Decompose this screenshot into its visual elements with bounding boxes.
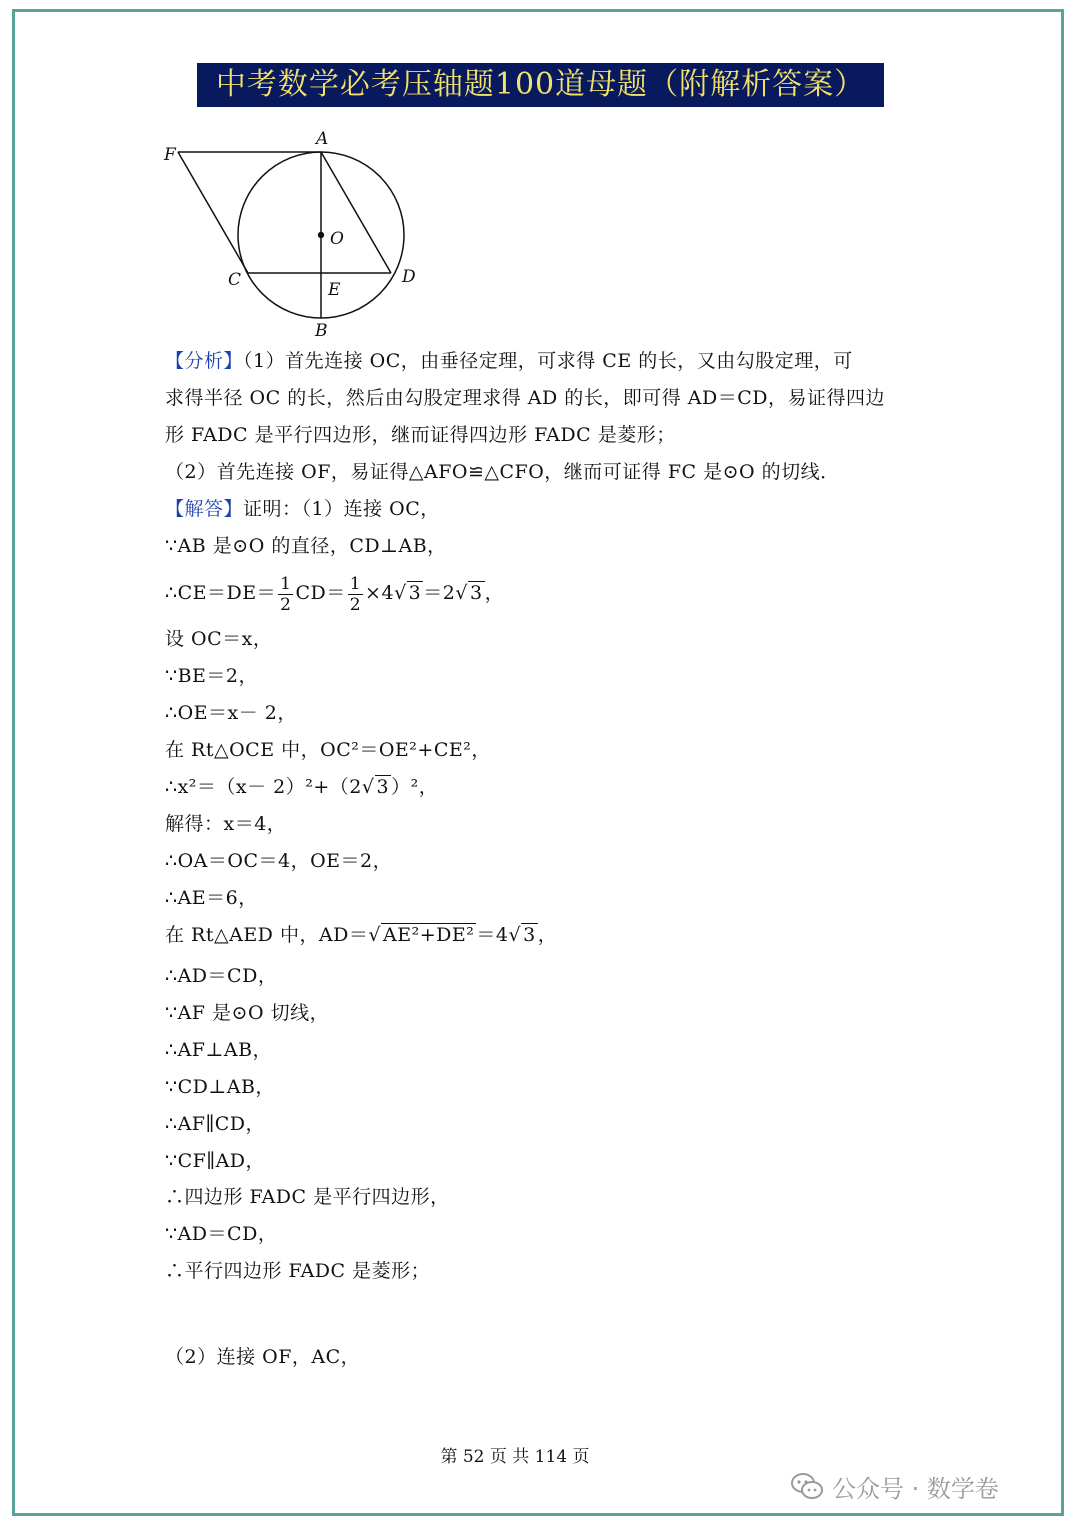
- solution-step-20: ∴平行四边形 FADC 是菱形；: [165, 1260, 431, 1282]
- step7-prefix: ∴x²＝（x－ 2）²+（2: [165, 776, 362, 798]
- analysis-tag: 【分析】: [165, 350, 244, 372]
- sqrt-3-a: √ 3: [394, 582, 422, 604]
- step2-eq: ＝2: [423, 582, 456, 604]
- solution-step-10: ∴AE＝6，: [165, 887, 258, 909]
- solution-intro: 证明：（1）连接 OC，: [243, 498, 440, 520]
- solution-step-15: ∵CD⊥AB，: [165, 1076, 275, 1098]
- step2-end: ，: [484, 582, 505, 604]
- sqrt-3-d: √ 3: [508, 924, 536, 946]
- solution-step-7: [165, 772, 438, 802]
- frac1-num: 1: [280, 573, 292, 594]
- solution-intro-line: [165, 494, 440, 524]
- solution-step-17: ∵CF∥AD，: [165, 1150, 266, 1172]
- solution-step-12: ∴AD＝CD，: [165, 965, 278, 987]
- step11-end: ，: [537, 924, 558, 946]
- step11-prefix: 在 Rt△AED 中，AD＝: [165, 924, 369, 946]
- sqrt-radicand-5: 3: [523, 924, 536, 946]
- analysis-line-3: 形 FADC 是平行四边形，继而证得四边形 FADC 是菱形；: [165, 424, 676, 446]
- circle-diagram: [150, 125, 440, 345]
- step2-mid: CD＝: [295, 582, 346, 604]
- solution-step-5: ∴OE＝x－ 2，: [165, 702, 297, 724]
- label-o: O: [330, 229, 344, 249]
- center-point-o: [318, 232, 324, 238]
- analysis-line-4: （2）首先连接 OF，易证得△AFO≌△CFO，继而可证得 FC 是⊙O 的切线．: [165, 461, 840, 483]
- label-e: E: [328, 280, 341, 300]
- sqrt-radicand-1: 3: [408, 582, 422, 604]
- frac2-den: 2: [349, 594, 362, 615]
- step11-eq: ＝4: [476, 924, 509, 946]
- step2-times: ×4: [365, 582, 395, 604]
- solution-step-8: 解得：x＝4，: [165, 813, 287, 835]
- solution-tag: 【解答】: [165, 498, 244, 520]
- label-a: A: [316, 129, 329, 149]
- sqrt-radicand-3: 3: [376, 776, 390, 798]
- label-c: C: [228, 270, 242, 290]
- page-footer: 第 52 页 共 114 页: [440, 1447, 590, 1467]
- wechat-icon: [790, 1471, 824, 1501]
- solution-step-6: 在 Rt△OCE 中，OC²＝OE²+CE²，: [165, 739, 491, 761]
- segment-ad: [321, 152, 391, 273]
- sqrt-3-c: √ 3: [361, 776, 390, 798]
- label-b: B: [315, 321, 328, 341]
- watermark-text: 公众号 · 数学卷: [832, 1474, 999, 1503]
- fraction-half-2: [348, 574, 363, 615]
- segment-fc: [178, 152, 248, 273]
- sqrt-3-b: √ 3: [455, 582, 483, 604]
- label-d: D: [402, 267, 416, 287]
- label-f: F: [164, 145, 176, 165]
- watermark: [790, 1466, 1060, 1506]
- solution-step-18: ∴四边形 FADC 是平行四边形，: [165, 1186, 450, 1208]
- solution-step-9: ∴OA＝OC＝4，OE＝2，: [165, 850, 393, 872]
- solution-step-14: ∴AF⊥AB，: [165, 1039, 273, 1061]
- solution-step-2: [165, 573, 504, 615]
- solution-step-16: ∴AF∥CD，: [165, 1113, 266, 1135]
- frac1-den: 2: [280, 594, 292, 615]
- solution-step-19: ∵AD＝CD，: [165, 1223, 278, 1245]
- analysis-line-2: 求得半径 OC 的长，然后由勾股定理求得 AD 的长，即可得 AD＝CD，易证得四边: [165, 387, 885, 409]
- solution-step-13: ∵AF 是⊙O 切线，: [165, 1002, 330, 1024]
- geometry-figure: [150, 125, 440, 345]
- frac2-num: 1: [349, 573, 362, 594]
- step7-end: ）²，: [391, 776, 439, 798]
- sqrt-ae-de: √ AE²+DE²: [368, 924, 475, 946]
- page-title: 中考数学必考压轴题100道母题（附解析答案）: [197, 63, 884, 107]
- sqrt-radicand-2: 3: [469, 582, 483, 604]
- solution-step-1: ∵AB 是⊙O 的直径，CD⊥AB，: [165, 535, 447, 557]
- solution-step-3: 设 OC＝x，: [165, 628, 273, 650]
- analysis-text-1: （1）首先连接 OC，由垂径定理，可求得 CE 的长，又由勾股定理，可: [243, 350, 853, 372]
- sqrt-radicand-4: AE²+DE²: [383, 924, 475, 946]
- solution-step-11: [165, 920, 557, 950]
- step2-prefix: ∴CE＝DE＝: [165, 582, 277, 604]
- fraction-half-1: [278, 574, 293, 615]
- solution-step-21: （2）连接 OF，AC，: [165, 1346, 361, 1368]
- analysis-line-1: [165, 346, 853, 376]
- solution-step-4: ∵BE＝2，: [165, 665, 259, 687]
